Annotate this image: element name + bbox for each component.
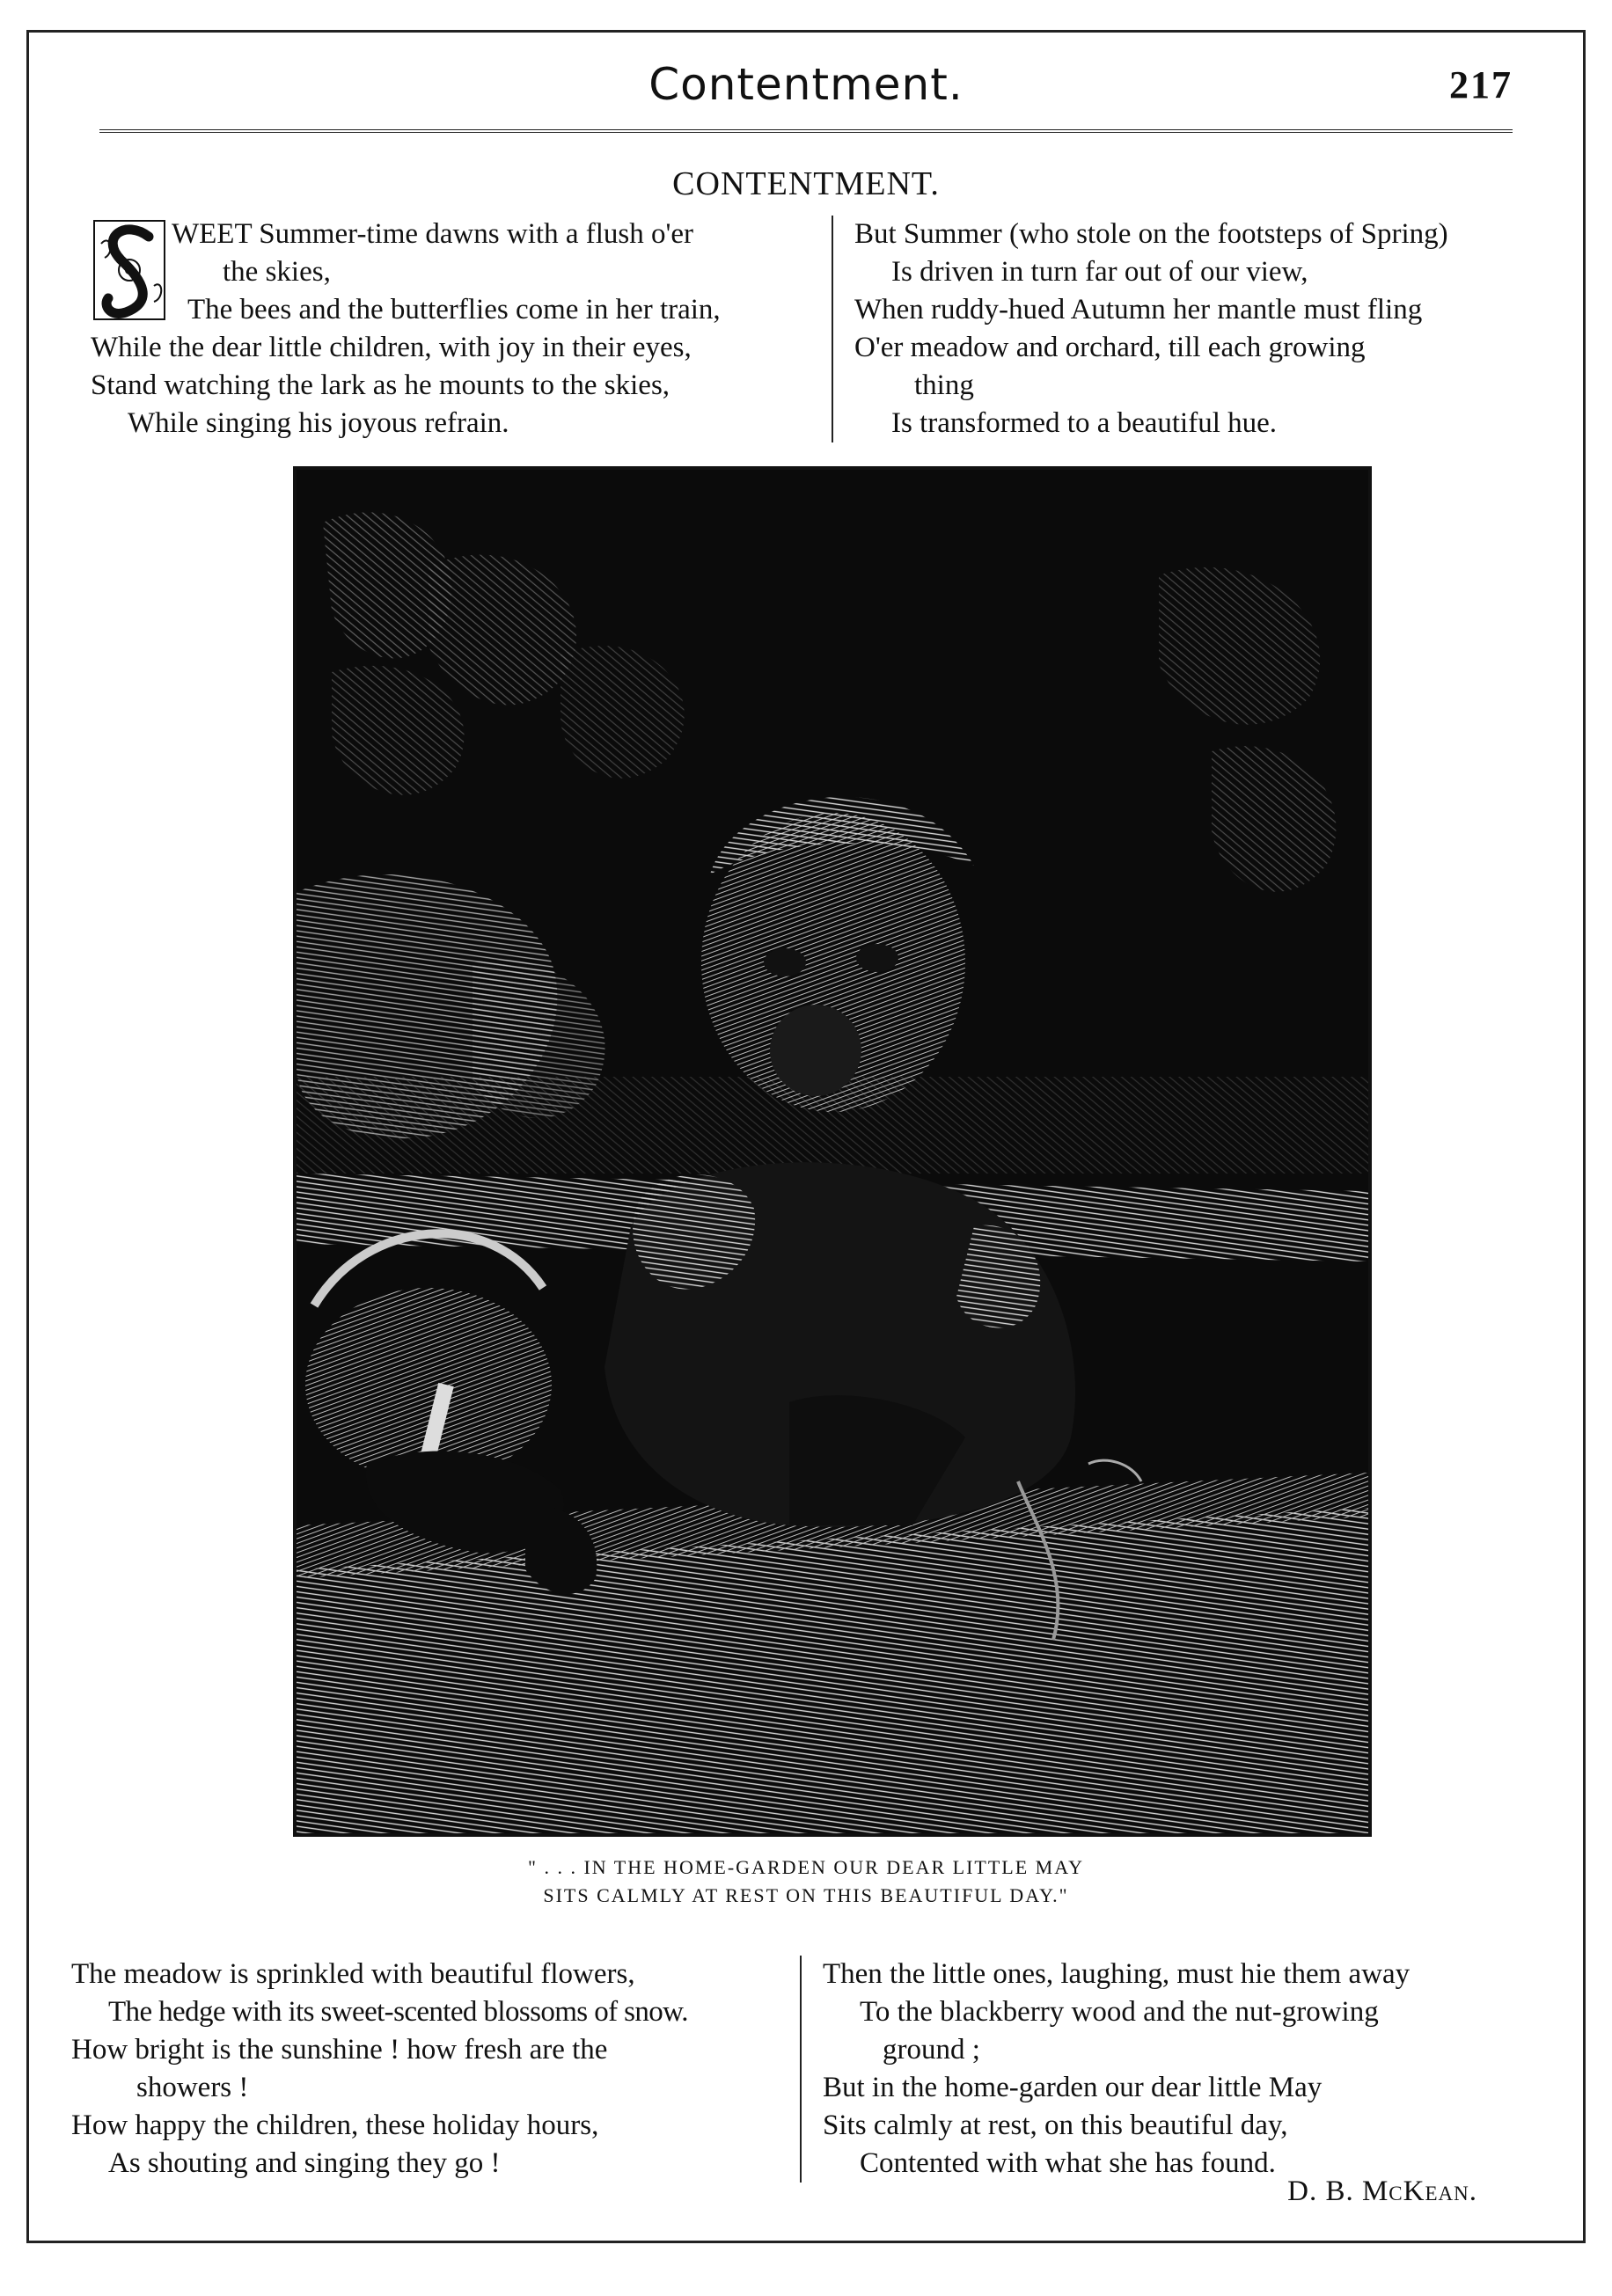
poem-line: O'er meadow and orchard, till each growing	[854, 332, 1366, 363]
poem-line: The meadow is sprinkled with beautiful flowers,	[71, 1958, 635, 1990]
poem-line: Contented with what she has found.	[860, 2147, 1276, 2179]
running-head	[99, 59, 1513, 133]
poem-line: Then the little ones, laughing, must hie them away	[823, 1958, 1410, 1990]
poem-title: CONTENTMENT.	[672, 165, 940, 202]
author-signature: D. B. McKean.	[1287, 2175, 1477, 2207]
stanza-3	[71, 1956, 807, 2183]
poem-line: The bees and the butterflies come in her train,	[187, 294, 721, 325]
poem-line: showers !	[136, 2072, 249, 2103]
running-title: Contentment.	[648, 59, 964, 110]
poem-line: While the dear little children, with joy in their eyes,	[91, 332, 692, 363]
poem-line: Is transformed to a beautiful hue.	[891, 407, 1278, 439]
poem-line: To the blackberry wood and the nut-growing	[860, 1996, 1379, 2028]
engraving-girl-in-garden	[293, 466, 1372, 1837]
poem-line: Stand watching the lark as he mounts to the skies,	[91, 369, 670, 401]
stanza-4	[800, 1956, 1557, 2183]
poem-line: ground ;	[883, 2034, 980, 2066]
poem-line: The hedge with its sweet-scented blossoms of snow.	[108, 1996, 688, 2028]
stanza-2	[832, 216, 1553, 442]
poem-line: But in the home-garden our dear little May	[823, 2072, 1323, 2103]
poem-line: How bright is the sunshine ! how fresh are the	[71, 2034, 608, 2066]
ornamental-drop-cap-icon	[91, 217, 168, 323]
stanza-1	[91, 216, 821, 442]
caption-line: " . . . IN THE HOME-GARDEN OUR DEAR LITTLE MAY	[528, 1856, 1084, 1878]
poem-line: the skies,	[223, 256, 331, 288]
poem-line: While singing his joyous refrain.	[128, 407, 509, 439]
poem-line: Is driven in turn far out of our view,	[891, 256, 1308, 288]
drop-cap-letter: S	[129, 277, 130, 278]
page-frame	[26, 30, 1586, 2243]
poem-line: Sits calmly at rest, on this beautiful day,	[823, 2110, 1288, 2141]
poem-line: When ruddy-hued Autumn her mantle must fling	[854, 294, 1423, 325]
page-number: 217	[1449, 63, 1513, 106]
poem-line: thing	[914, 369, 974, 401]
engraving-image	[297, 470, 1368, 1833]
poem-line: But Summer (who stole on the footsteps of Spring)	[854, 218, 1448, 250]
poem-line: As shouting and singing they go !	[108, 2147, 501, 2179]
poem-line: How happy the children, these holiday hours,	[71, 2110, 599, 2141]
poem-line: WEET Summer-time dawns with a flush o'er	[172, 218, 694, 250]
caption-line: SITS CALMLY AT REST ON THIS BEAUTIFUL DAY."	[543, 1884, 1069, 1906]
illustration-caption	[29, 1854, 1583, 1910]
